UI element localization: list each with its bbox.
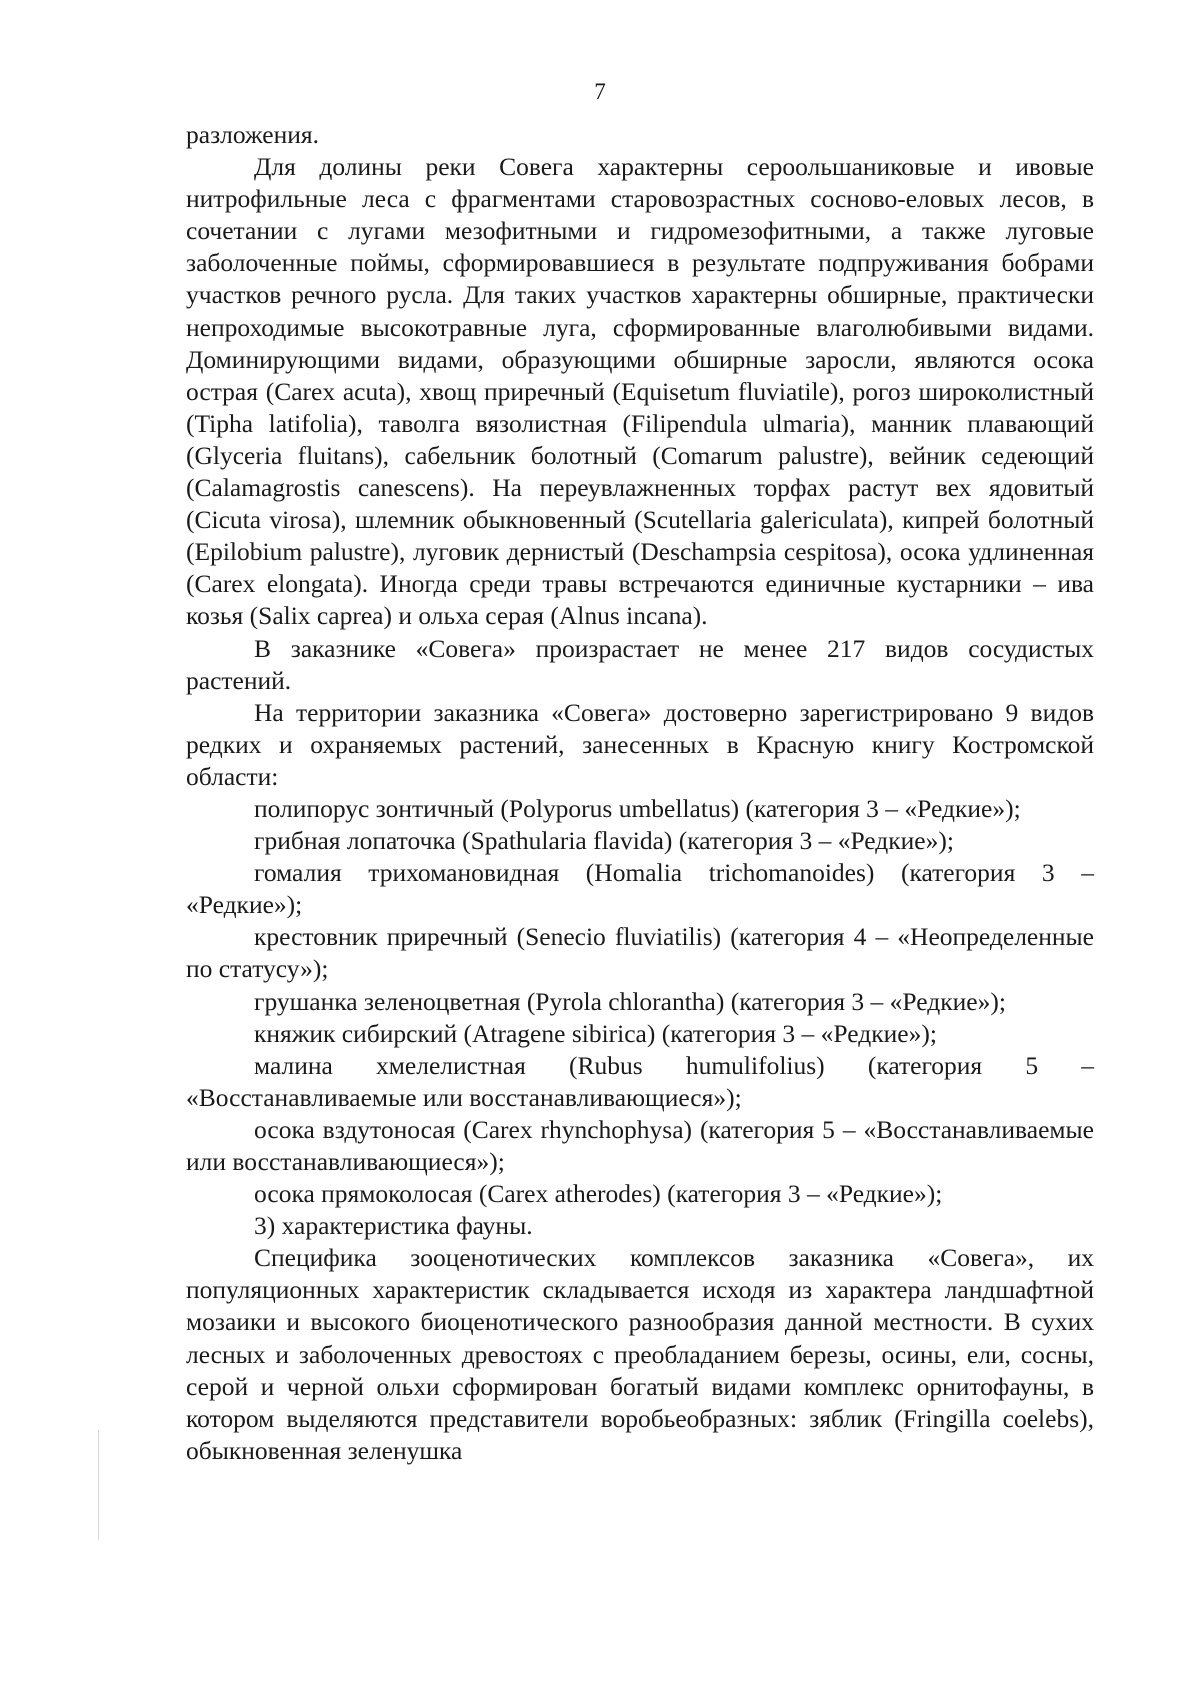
scan-margin-mark [98,1430,99,1540]
paragraph-continuation: разложения. [186,120,319,149]
list-item: осока вздутоносая (Carex rhynchophysa) (категория 5 – «Восстанавливаемые или восстанавливающиеся»); [186,1114,1094,1176]
list-item: грушанка зеленоцветная (Pyrola chlorantha) (категория 3 – «Редкие»); [254,986,1006,1016]
page-number: 7 [594,79,606,104]
list-item: гомалия трихомановидная (Homalia trichomanoides) (категория 3 – «Редкие»); [186,858,1094,920]
list-item: полипорус зонтичный (Polyporus umbellatus) (категория 3 – «Редкие»); [254,793,1021,823]
list-item: княжик сибирский (Atragene sibirica) (категория 3 – «Редкие»); [254,1018,937,1048]
paragraph-fauna-description: Специфика зооценотических комплексов заказника «Совега», их популяционных характеристик складывается исходя из характера ландшафтной мозаики и высокого биоценотического разнообразия данной местности. В сухих лесных и заболоченных древостоях с преобладанием березы, осины, ели, сосны, серой и черной ольхи сформирован богатый видами комплекс орнитофауны, в котором выделяются представители воробьеобразных: зяблик (Fringilla coelebs), обыкновенная зеленушка [186,1243,1094,1465]
list-item: крестовник приречный (Senecio fluviatilis) (категория 4 – «Неопределенные по статусу»); [186,922,1094,984]
paragraph-rare-plants-intro: На территории заказника «Совега» достоверно зарегистрировано 9 видов редких и охраняемых растений, занесенных в Красную книгу Костромской области: [186,697,1094,791]
paragraph-river-valley-vegetation: Для долины реки Совега характерны сероольшаниковые и ивовые нитрофильные леса с фрагментами старовозрастных сосново-еловых лесов, в сочетании с лугами мезофитными и гидромезофитными, а также луговые заболоченные поймы, сформировавшиеся в результате подпруживания бобрами участков речного русла. Для таких участков характерны обширные, практически непроходимые высокотравные луга, сформированные влаголюбивыми видами. Доминирующими видами, образующими обширные заросли, являются осока острая (Carex acuta), хвощ приречный (Equisetum fluviatile), рогоз широколистный (Tipha latifolia), таволга вязолистная (Filipendula ulmaria), манник плавающий (Glyceria fluitans), сабельник болотный (Comarum palustre), вейник седеющий (Calamagrostis canescens). На переувлажненных торфах растут вех ядовитый (Cicuta virosa), шлемник обыкновенный (Scutellaria galericulata), кипрей болотный (Epilobium palustre), луговик дернистый (Deschampsia cespitosa), осока удлиненная (Carex elongata). Иногда среди травы встречаются единичные кустарники – ива козья (Salix caprea) и ольха серая (Alnus incana). [186,152,1094,631]
document-body [186,119,1094,1467]
list-item: осока прямоколосая (Carex atherodes) (категория 3 – «Редкие»); [254,1179,943,1209]
list-item: грибная лопаточка (Spathularia flavida) (категория 3 – «Редкие»); [254,826,954,856]
list-item: малина хмелелистная (Rubus humulifolius) (категория 5 – «Восстанавливаемые или восстанавливающиеся»); [186,1050,1094,1112]
section-heading-fauna: 3) характеристика фауны. [254,1211,533,1241]
paragraph-species-count: В заказнике «Совега» произрастает не менее 217 видов сосудистых растений. [186,633,1094,695]
